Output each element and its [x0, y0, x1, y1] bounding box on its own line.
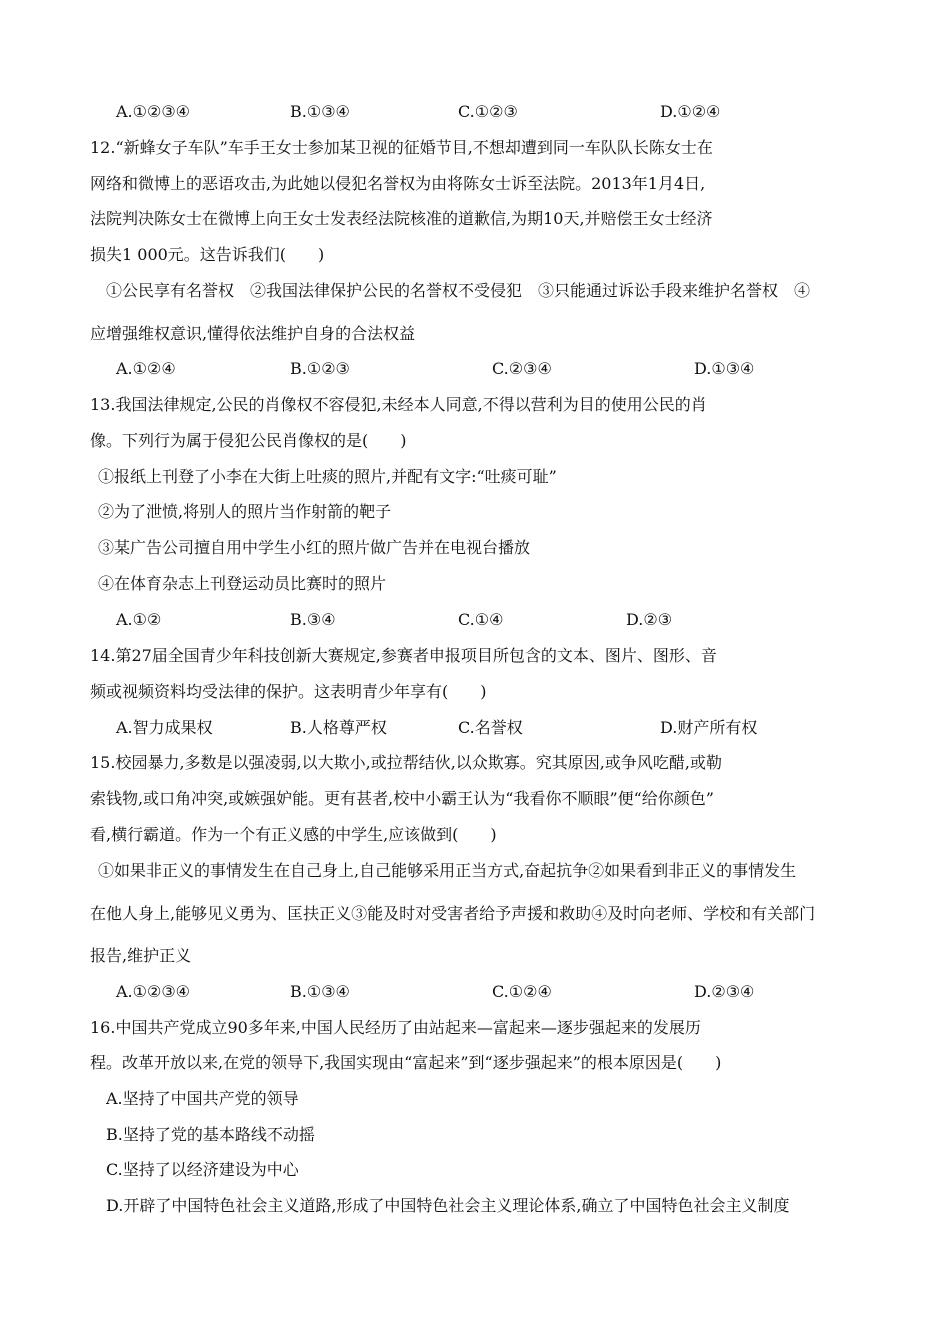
q16-option-b: B.坚持了党的基本路线不动摇	[106, 1125, 315, 1144]
q12-stem-line: 网络和微博上的恶语攻击,为此她以侵犯名誉权为由将陈女士诉至法院。2013年1月4日,	[90, 174, 706, 193]
q12-option-b: B.①②③	[290, 359, 350, 378]
q12-option-a: A.①②④	[116, 359, 176, 378]
q14-stem-line: 14.第27届全国青少年科技创新大赛规定,参赛者申报项目所包含的文本、图片、图形、音	[90, 646, 717, 665]
q15-option-a: A.①②③④	[116, 982, 191, 1001]
q13-statement-1: ①报纸上刊登了小李在大街上吐痰的照片,并配有文字:“吐痰可耻”	[98, 467, 557, 486]
q15-option-c: C.①②④	[492, 982, 552, 1001]
q12-option-c: C.②③④	[492, 359, 552, 378]
q13-statement-4: ④在体育杂志上刊登运动员比赛时的照片	[98, 574, 387, 593]
q14-option-a: A.智力成果权	[116, 718, 213, 737]
q16-option-c: C.坚持了以经济建设为中心	[106, 1160, 299, 1179]
q11-option-b: B.①③④	[290, 102, 350, 121]
q12-stem-line: 损失1 000元。这告诉我们( )	[90, 245, 325, 264]
q15-option-b: B.①③④	[290, 982, 350, 1001]
q14-option-b: B.人格尊严权	[290, 718, 387, 737]
q15-stem-line: 索钱物,或口角冲突,或嫉强妒能。更有甚者,校中小霸王认为“我看你不顺眼”便“给你颜色”	[90, 789, 714, 808]
q15-stem-line: 看,横行霸道。作为一个有正义感的中学生,应该做到( )	[90, 825, 497, 844]
q14-option-c: C.名誉权	[458, 718, 523, 737]
q16-stem-line: 程。改革开放以来,在党的领导下,我国实现由“富起来”到“逐步强起来”的根本原因是( )	[90, 1053, 722, 1072]
q14-option-d: D.财产所有权	[660, 718, 758, 737]
q12-stem-line: 法院判决陈女士在微博上向王女士发表经法院核准的道歉信,为期10天,并赔偿王女士经济	[90, 209, 713, 228]
q11-option-a: A.①②③④	[116, 102, 191, 121]
q13-statement-2: ②为了泄愤,将别人的照片当作射箭的靶子	[98, 502, 392, 521]
q15-option-d: D.②③④	[694, 982, 755, 1001]
q16-stem-line: 16.中国共产党成立90多年来,中国人民经历了由站起来—富起来—逐步强起来的发展历	[90, 1018, 701, 1037]
q13-option-a: A.①②	[116, 610, 162, 629]
q12-statement-line: 应增强维权意识,懂得依法维护自身的合法权益	[90, 324, 416, 343]
q15-statement-line: ①如果非正义的事情发生在自己身上,自己能够采用正当方式,奋起抗争②如果看到非正义的事情发生	[98, 861, 797, 880]
q14-stem-line: 频或视频资料均受法律的保护。这表明青少年享有( )	[90, 682, 487, 701]
q15-stem-line: 15.校园暴力,多数是以强凌弱,以大欺小,或拉帮结伙,以众欺寡。究其原因,或争风吃醋,或勒	[90, 753, 722, 772]
q16-option-a: A.坚持了中国共产党的领导	[106, 1089, 299, 1108]
q13-option-b: B.③④	[290, 610, 336, 629]
q13-option-c: C.①④	[458, 610, 504, 629]
q13-stem-line: 13.我国法律规定,公民的肖像权不容侵犯,未经本人同意,不得以营利为目的使用公民的肖	[90, 395, 707, 414]
q12-stem-line: 12.“新蜂女子车队”车手王女士参加某卫视的征婚节目,不想却遭到同一车队队长陈女士在	[90, 138, 713, 157]
q12-option-d: D.①③④	[694, 359, 755, 378]
q12-statement-line: ①公民享有名誉权 ②我国法律保护公民的名誉权不受侵犯 ③只能通过诉讼手段来维护名誉权 ④	[106, 281, 811, 300]
q13-option-d: D.②③	[626, 610, 673, 629]
q11-option-c: C.①②③	[458, 102, 518, 121]
q15-statement-line: 在他人身上,能够见义勇为、匡扶正义③能及时对受害者给予声援和救助④及时向老师、学校和有关部门	[90, 904, 816, 923]
q13-statement-3: ③某广告公司擅自用中学生小红的照片做广告并在电视台播放	[98, 538, 531, 557]
q16-option-d: D.开辟了中国特色社会主义道路,形成了中国特色社会主义理论体系,确立了中国特色社会主义制度	[106, 1196, 790, 1215]
q11-option-d: D.①②④	[660, 102, 721, 121]
q15-statement-line: 报告,维护正义	[90, 946, 192, 965]
q13-stem-line: 像。下列行为属于侵犯公民肖像权的是( )	[90, 431, 407, 450]
